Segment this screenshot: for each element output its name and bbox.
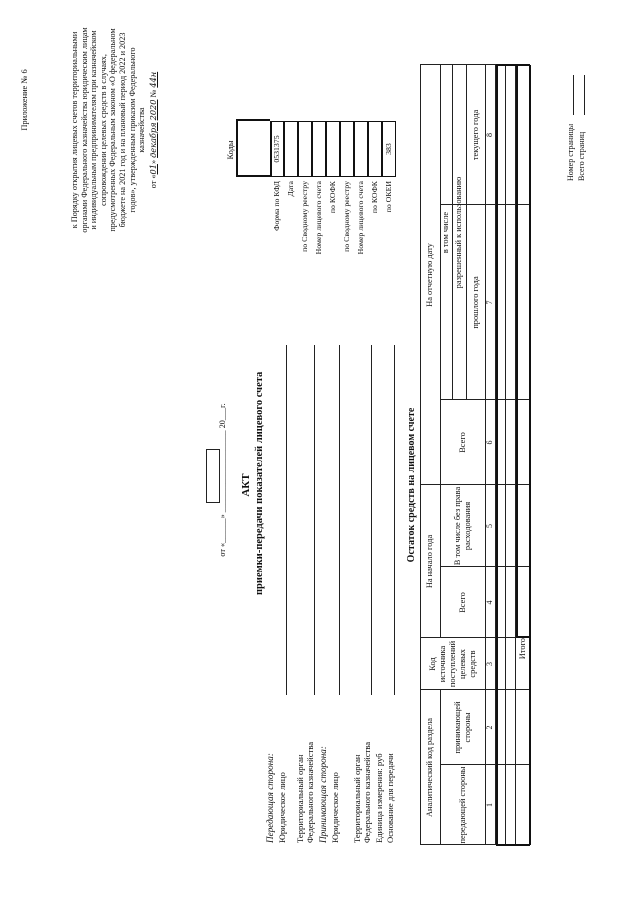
legal-entity-1-line bbox=[286, 345, 287, 695]
transferring-side-label: Передающая сторона: bbox=[265, 753, 275, 843]
handwritten-month: декабря bbox=[147, 122, 158, 158]
pages-total-line bbox=[584, 75, 585, 115]
col-num: 6 bbox=[485, 440, 494, 445]
codes-row-label: Форма по КФД bbox=[272, 181, 281, 231]
receiving-side-header: принимающей стороны bbox=[452, 701, 472, 754]
pages-total-label: Всего страниц bbox=[577, 131, 586, 181]
territorial-2a-label: Территориальный орган bbox=[352, 754, 362, 843]
source-code-header: Код источника поступлений целевых средств bbox=[427, 640, 477, 688]
basis-label: Основание для передачи bbox=[385, 753, 395, 843]
appendix-title: Приложение № 6 bbox=[20, 69, 29, 131]
itogo-label: Итого bbox=[517, 638, 527, 660]
territorial-1b-label: Федерального казначейства bbox=[305, 741, 315, 843]
codes-row-label: по Сводному реестру bbox=[300, 181, 309, 252]
codes-row-cell bbox=[326, 121, 340, 177]
codes-row-cell: 0531375 bbox=[270, 121, 284, 177]
appendix-line: казначейства bbox=[137, 107, 147, 153]
incl-header: в том числе bbox=[441, 211, 450, 254]
transferring-side-header: передающей стороны bbox=[457, 766, 467, 844]
doc-title: АКТ bbox=[240, 473, 252, 497]
curr-year-header: текущего года bbox=[470, 109, 480, 161]
legal-entity-1-label: Юридическое лицо bbox=[277, 772, 287, 843]
codes-row-label: Номер лицевого счета bbox=[314, 181, 323, 255]
appendix-line: органами Федерального казначейства юридическим лицам bbox=[79, 27, 89, 233]
codes-row-label: Номер лицевого счета bbox=[356, 181, 365, 255]
col-num: 3 bbox=[485, 662, 494, 666]
codes-row-cell bbox=[312, 121, 326, 177]
date-line: от «______» ____________________ 20___г. bbox=[218, 403, 227, 557]
territorial-1a-label: Территориальный орган bbox=[295, 754, 305, 843]
page-number-label: Номер страницы bbox=[566, 123, 575, 181]
codes-row-label: Дата bbox=[286, 181, 295, 197]
codes-row-cell: 383 bbox=[382, 121, 396, 177]
codes-row-cell bbox=[298, 121, 312, 177]
appendix-line: годов», утвержденным приказом Федерального bbox=[127, 47, 137, 213]
legal-entity-2-label: Юридическое лицо bbox=[330, 772, 340, 843]
allowed-header: разрешенный к использованию bbox=[454, 176, 463, 289]
appendix-line: сопровождении целевых средств в случаях, bbox=[98, 54, 108, 206]
codes-row-cell bbox=[284, 121, 298, 177]
codes-row-cell bbox=[340, 121, 354, 177]
codes-row-label: по КОФК bbox=[370, 181, 379, 214]
total-header-1: Всего bbox=[457, 592, 467, 613]
territorial-1-line bbox=[314, 345, 315, 695]
codes-header: Коды bbox=[226, 140, 235, 160]
appendix-line: и индивидуальным предпринимателям при казначейском bbox=[89, 30, 99, 230]
total-header-2: Всего bbox=[457, 432, 467, 453]
codes-row-cell bbox=[354, 121, 368, 177]
codes-row-label: по КОФК bbox=[328, 181, 337, 214]
report-date-header: На отчетную дату bbox=[425, 243, 434, 307]
codes-row-label: по Сводному реестру bbox=[342, 181, 351, 252]
handwritten-year: 2020 bbox=[147, 99, 158, 121]
page-number-line bbox=[573, 75, 574, 115]
territorial-2b-label: Федерального казначейства bbox=[362, 741, 372, 843]
unit-label: Единица измерения: руб bbox=[374, 753, 384, 843]
handwritten-number: 44н bbox=[147, 71, 158, 88]
prev-year-header: прошлого года bbox=[470, 276, 480, 329]
codes-row-cell bbox=[368, 121, 382, 177]
handwritten-day: 01 bbox=[147, 164, 158, 175]
appendix-line: к Порядку открытия лицевых счетов территориальными bbox=[70, 31, 79, 229]
col-num: 5 bbox=[485, 524, 494, 528]
receiving-side-label: Принимающая сторона: bbox=[318, 746, 328, 843]
analytic-code-header: Аналитический код раздела bbox=[425, 718, 434, 817]
territorial-2-line bbox=[371, 345, 372, 695]
no-spend-header: В том числе без права расходования bbox=[452, 486, 472, 566]
appendix-line: бюджете на 2021 год и на плановый период 2022 и 2023 bbox=[117, 32, 127, 228]
codes-row-label: по ОКЕИ bbox=[384, 181, 393, 213]
col-num: 1 bbox=[485, 803, 494, 807]
basis-line bbox=[394, 345, 395, 695]
col-num: 7 bbox=[485, 300, 494, 305]
table-caption: Остаток средств на лицевом счете bbox=[406, 407, 417, 563]
col-num: 2 bbox=[485, 725, 494, 730]
appendix-order-line: от «01» декабря 2020 № 44н bbox=[147, 71, 158, 189]
appendix-line: предусмотренных Федеральным законом «О федеральном bbox=[108, 28, 118, 232]
legal-entity-2-line bbox=[339, 345, 340, 695]
year-start-header: На начало года bbox=[425, 534, 434, 589]
appendix-text bbox=[70, 15, 158, 245]
col-num: 4 bbox=[485, 600, 494, 605]
doc-subtitle: приемки-передачи показателей лицевого счета bbox=[254, 371, 265, 595]
col-num: 8 bbox=[485, 133, 494, 137]
